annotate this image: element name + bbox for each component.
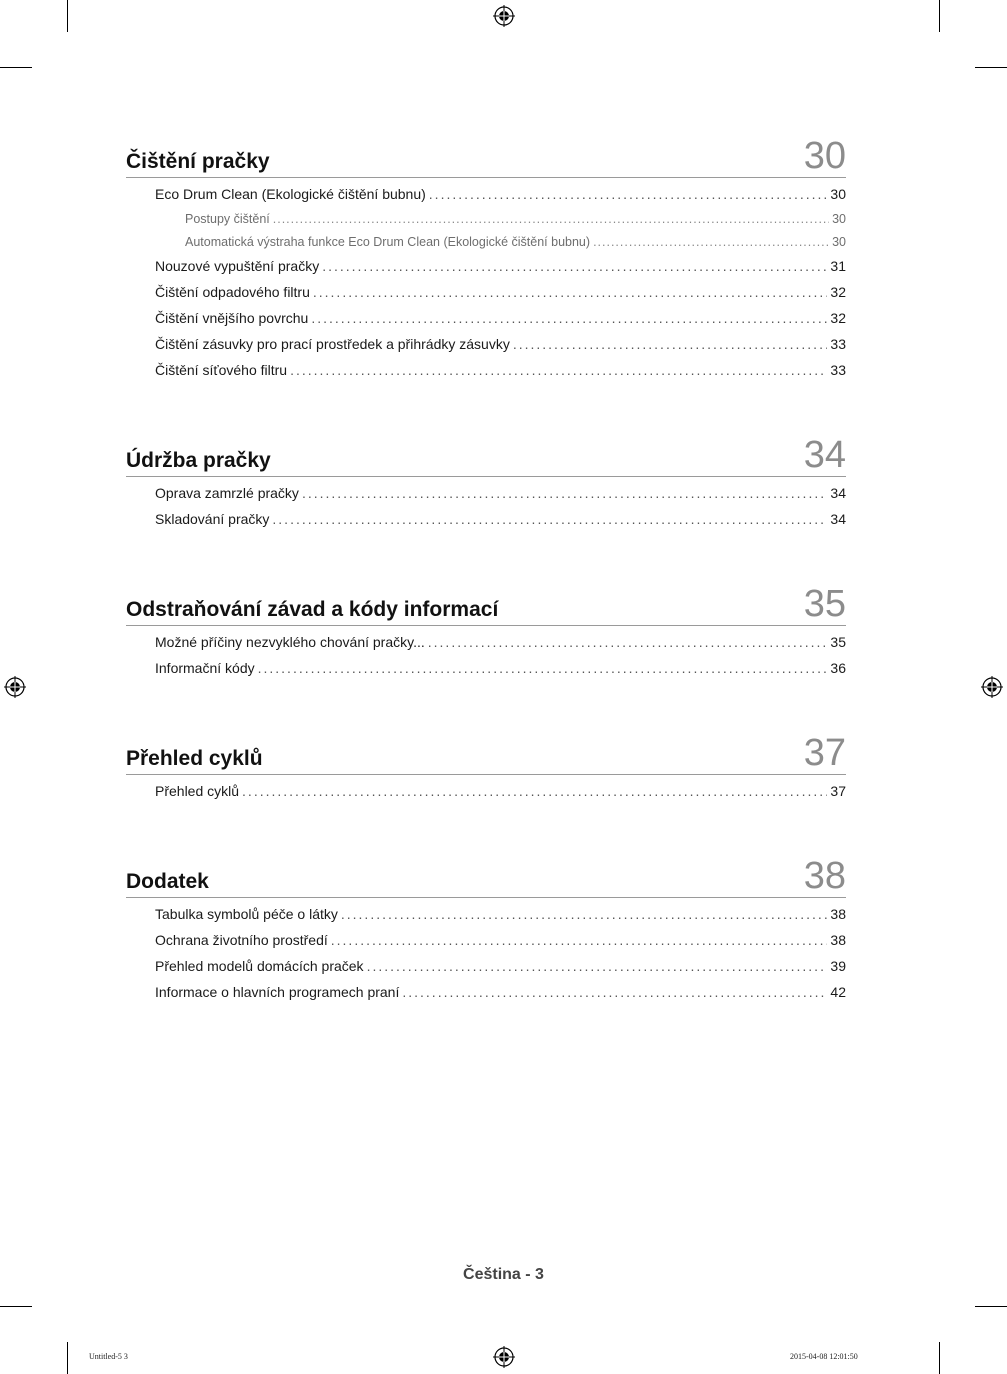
section-title: Odstraňování závad a kódy informací <box>126 598 499 621</box>
section-header <box>126 853 846 898</box>
dot-leader <box>428 634 828 650</box>
toc-entry-page: 34 <box>830 511 846 527</box>
toc-entry[interactable] <box>126 362 846 388</box>
toc-entry[interactable] <box>126 336 846 362</box>
toc-entry-text: Přehled cyklů <box>155 783 240 799</box>
section-page-number: 30 <box>803 135 846 177</box>
dot-leader <box>290 362 827 378</box>
toc-entry-page: 35 <box>830 634 846 650</box>
toc-entry-text: Nouzové vypuštění pračky <box>155 258 320 274</box>
toc-entry-list <box>126 626 846 686</box>
dot-leader <box>273 212 829 226</box>
toc-entry[interactable] <box>126 984 846 1010</box>
dot-leader <box>311 310 827 326</box>
toc-entry[interactable] <box>126 906 846 932</box>
toc-entry-list <box>126 477 846 537</box>
toc-section-udrzba-pracky <box>126 432 846 537</box>
toc-entry-page: 38 <box>830 906 846 922</box>
toc-entry-text: Eco Drum Clean (Ekologické čištění bubnu) <box>155 186 426 202</box>
toc-section-dodatek <box>126 853 846 1010</box>
crosshair-registration-icon <box>981 676 1003 698</box>
toc-entry[interactable] <box>126 284 846 310</box>
toc-section-prehled-cyklu <box>126 730 846 809</box>
toc-entry[interactable] <box>126 485 846 511</box>
crop-mark-bottom-right-vertical <box>939 1342 940 1374</box>
toc-entry-page: 34 <box>830 485 846 501</box>
toc-entry-text: Čištění odpadového filtru <box>155 284 310 300</box>
section-title: Údržba pračky <box>126 449 271 472</box>
toc-entry-list <box>126 775 846 809</box>
toc-entry-page: 30 <box>830 186 846 202</box>
section-page-number: 34 <box>803 434 846 476</box>
toc-entry-page: 33 <box>830 362 846 378</box>
dot-leader <box>402 984 827 1000</box>
toc-entry-page: 33 <box>830 336 846 352</box>
toc-entry-page: 32 <box>830 310 846 326</box>
section-title: Čištění pračky <box>126 150 270 173</box>
toc-entry-page: 32 <box>830 284 846 300</box>
toc-entry-text: Postupy čištění <box>185 212 270 226</box>
section-title: Přehled cyklů <box>126 747 263 770</box>
toc-entry-text: Přehled modelů domácích praček <box>155 958 364 974</box>
toc-entry[interactable] <box>126 634 846 660</box>
crop-mark-top-left-vertical <box>67 0 68 32</box>
toc-entry-text: Ochrana životního prostředí <box>155 932 328 948</box>
dot-leader <box>258 660 828 676</box>
crop-mark-bottom-left-vertical <box>67 1342 68 1374</box>
crosshair-registration-icon <box>4 676 26 698</box>
dot-leader <box>513 336 828 352</box>
toc-subentry[interactable] <box>126 212 846 235</box>
dot-leader <box>331 932 828 948</box>
dot-leader <box>313 284 828 300</box>
toc-subentry[interactable] <box>126 235 846 258</box>
dot-leader <box>593 235 829 249</box>
toc-entry-page: 38 <box>830 932 846 948</box>
crop-mark-top-right-horizontal <box>975 67 1007 68</box>
toc-entry-list <box>126 898 846 1010</box>
crop-mark-bottom-right-horizontal <box>975 1306 1007 1307</box>
crosshair-registration-icon <box>493 1346 515 1368</box>
toc-entry-text: Tabulka symbolů péče o látky <box>155 906 338 922</box>
toc-entry[interactable] <box>126 258 846 284</box>
toc-entry-text: Čištění síťového filtru <box>155 362 288 378</box>
toc-entry[interactable] <box>126 783 846 809</box>
section-page-number: 38 <box>803 855 846 897</box>
section-header <box>126 730 846 775</box>
toc-entry-page: 37 <box>830 783 846 799</box>
dot-leader <box>367 958 828 974</box>
toc-entry-text: Skladování pračky <box>155 511 270 527</box>
section-page-number: 35 <box>803 583 846 625</box>
toc-entry-text: Informační kódy <box>155 660 255 676</box>
toc-entry[interactable] <box>126 186 846 212</box>
toc-entry-page: 30 <box>832 212 846 226</box>
toc-section-odstranovani-zavad <box>126 581 846 686</box>
section-header <box>126 432 846 477</box>
toc-entry-list <box>126 178 846 388</box>
dot-leader <box>272 511 827 527</box>
toc-entry-text: Automatická výstraha funkce Eco Drum Clean (Ekologické čištění bubnu) <box>185 235 591 249</box>
section-page-number: 37 <box>803 732 846 774</box>
print-slug-filename: Untitled-5 3 <box>89 1352 128 1361</box>
toc-entry-text: Možné příčiny nezvyklého chování pračky... <box>155 634 425 650</box>
dot-leader <box>322 258 827 274</box>
toc-entry[interactable] <box>126 932 846 958</box>
toc-entry-page: 42 <box>830 984 846 1000</box>
crop-mark-bottom-left-horizontal <box>0 1306 32 1307</box>
toc-entry-page: 30 <box>832 235 846 249</box>
toc-entry-page: 39 <box>830 958 846 974</box>
section-header <box>126 133 846 178</box>
dot-leader <box>341 906 828 922</box>
crosshair-registration-icon <box>493 5 515 27</box>
print-slug-timestamp: 2015-04-08 12:01:50 <box>790 1352 858 1361</box>
toc-entry-text: Čištění vnějšího povrchu <box>155 310 309 326</box>
toc-entry-text: Informace o hlavních programech praní <box>155 984 400 1000</box>
crop-mark-top-left-horizontal <box>0 67 32 68</box>
dot-leader <box>242 783 827 799</box>
toc-entry[interactable] <box>126 310 846 336</box>
toc-entry-text: Čištění zásuvky pro prací prostředek a přihrádky zásuvky <box>155 336 510 352</box>
section-title: Dodatek <box>126 870 209 893</box>
section-header <box>126 581 846 626</box>
toc-section-cisteni-pracky <box>126 133 846 388</box>
toc-entry-page: 36 <box>830 660 846 676</box>
toc-entry[interactable] <box>126 511 846 537</box>
page-footer-language-page: Čeština - 3 <box>463 1266 544 1283</box>
toc-entry-text: Oprava zamrzlé pračky <box>155 485 299 501</box>
crop-mark-top-right-vertical <box>939 0 940 32</box>
dot-leader <box>302 485 827 501</box>
dot-leader <box>429 186 828 202</box>
toc-entry[interactable] <box>126 958 846 984</box>
toc-entry[interactable] <box>126 660 846 686</box>
toc-entry-page: 31 <box>830 258 846 274</box>
